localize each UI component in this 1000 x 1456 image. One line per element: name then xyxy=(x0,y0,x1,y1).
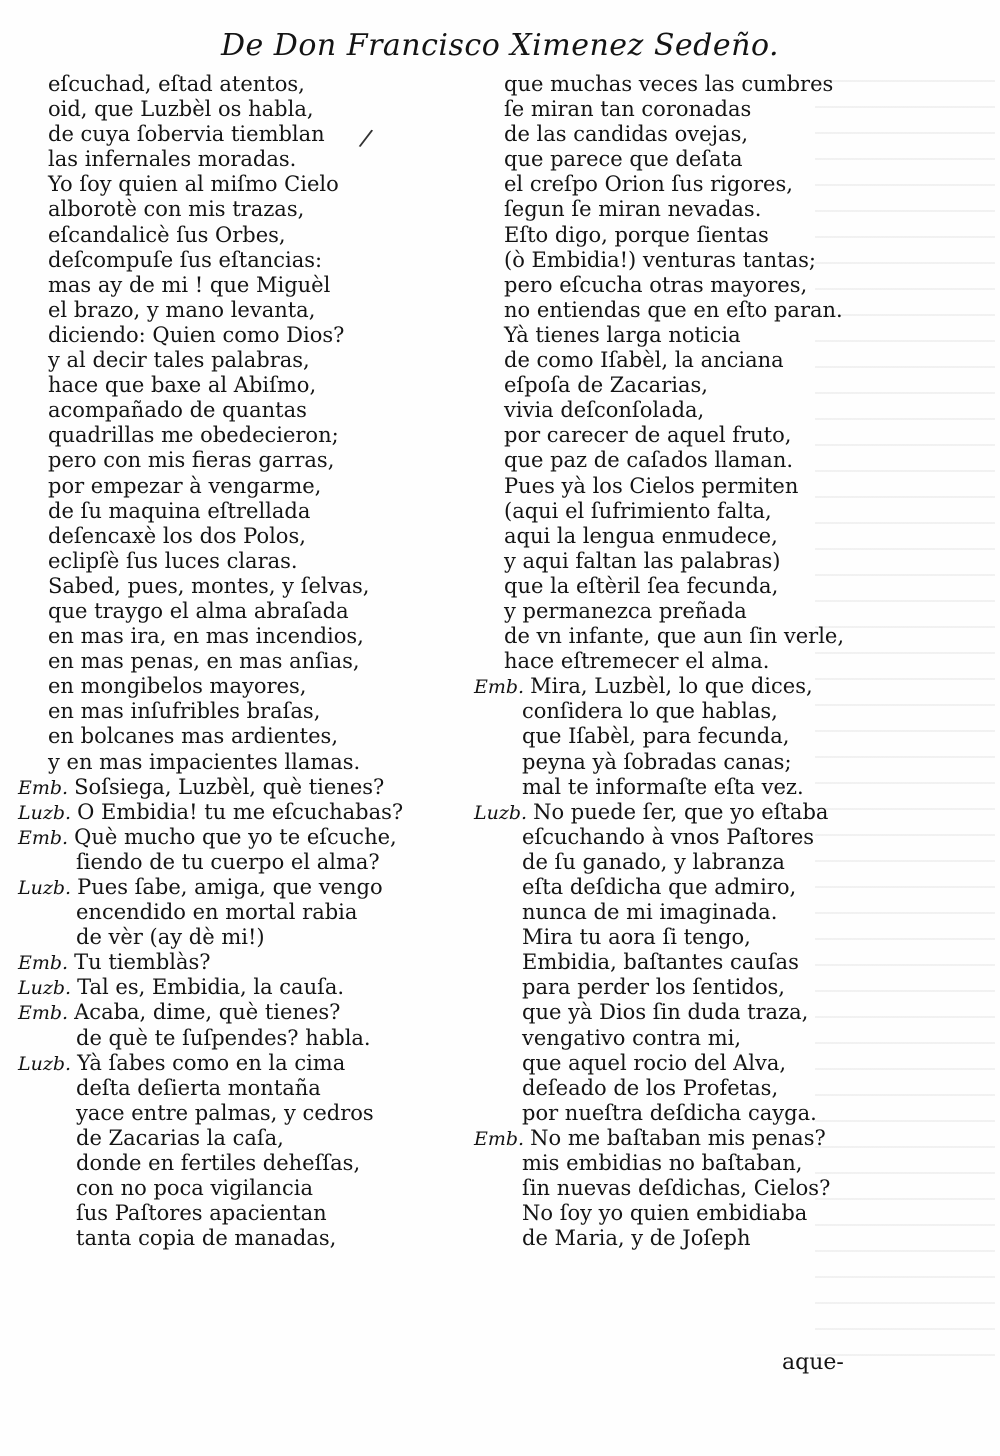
verse-line xyxy=(18,624,468,649)
speaker-label: Emb. xyxy=(474,1127,531,1150)
verse-line xyxy=(474,750,819,775)
verse-line xyxy=(18,975,468,1000)
verse-line xyxy=(474,197,819,222)
verse-text: que Iſabèl, para fecunda, xyxy=(522,724,790,749)
verse-text: y en mas impacientes llamas. xyxy=(48,749,361,774)
verse-text: en mongibelos mayores, xyxy=(48,674,307,699)
verse-line xyxy=(474,850,819,875)
verse-text: que traygo el alma abraſada xyxy=(48,598,349,623)
verse-line xyxy=(474,1226,819,1251)
verse-text: el creſpo Orion ſus rigores, xyxy=(504,172,793,197)
verse-line xyxy=(474,323,819,348)
verse-line xyxy=(18,750,468,775)
verse-line xyxy=(18,674,468,699)
verse-line xyxy=(474,1051,819,1076)
verse-text: diciendo: Quien como Dios? xyxy=(48,322,345,347)
verse-line xyxy=(18,474,468,499)
verse-line xyxy=(18,1026,468,1051)
verse-line xyxy=(18,373,468,398)
speaker-label: Luzb. xyxy=(474,801,534,824)
verse-text: No ſoy yo quien embidiaba xyxy=(522,1201,808,1226)
verse-text: de què te ſuſpendes? habla. xyxy=(76,1025,371,1050)
verse-text: No puede ſer, que yo eſtaba xyxy=(533,799,829,824)
verse-line xyxy=(474,72,834,97)
verse-line xyxy=(18,499,468,524)
verse-text: no entiendas que en eſto paran. xyxy=(504,297,843,322)
verse-line xyxy=(18,97,468,122)
verse-line xyxy=(18,273,468,298)
speaker-label: Emb. xyxy=(18,826,75,849)
verse-line xyxy=(18,699,468,724)
verse-text: de ſu maquina eſtrellada xyxy=(48,498,311,523)
verse-text: peyna yà ſobradas canas; xyxy=(522,749,792,774)
verse-text: Mira, Luzbèl, lo que dices, xyxy=(530,674,813,699)
verse-text: deſcompuſe ſus eſtancias: xyxy=(48,247,323,272)
verse-line xyxy=(18,524,468,549)
verse-text: las infernales moradas. xyxy=(48,147,297,172)
verse-text: O Embidia! tu me eſcuchabas? xyxy=(77,799,404,824)
verse-text: con no poca vigilancia xyxy=(76,1176,313,1201)
verse-line xyxy=(474,599,819,624)
verse-text: Yà ſabes como en la cima xyxy=(77,1050,346,1075)
verse-line xyxy=(18,1226,468,1251)
verse-text: eſcuchando à vnos Paſtores xyxy=(522,824,815,849)
verse-text: de cuya ſobervia tiemblan xyxy=(48,122,325,147)
verse-text: Mira tu aora ſi tengo, xyxy=(522,925,751,950)
verse-text: conſidera lo que hablas, xyxy=(522,699,778,724)
verse-line xyxy=(18,1051,468,1076)
verse-text: que parece que deſata xyxy=(504,147,743,172)
verse-line xyxy=(18,423,468,448)
verse-text: ſe miran tan coronadas xyxy=(504,97,752,122)
verse-line xyxy=(18,122,468,147)
verse-text: pero con mis fieras garras, xyxy=(48,448,335,473)
verse-line xyxy=(474,975,819,1000)
verse-line xyxy=(474,122,819,147)
verse-line xyxy=(18,1126,468,1151)
verse-line xyxy=(474,1125,826,1151)
verse-line xyxy=(474,373,819,398)
verse-text: el brazo, y mano levanta, xyxy=(48,297,316,322)
verse-text: eſcandalicè ſus Orbes, xyxy=(48,222,286,247)
catchword: aque- xyxy=(782,1350,844,1375)
verse-text: de vn infante, que aun ſin verle, xyxy=(504,624,845,649)
verse-text: que yà Dios ſin duda traza, xyxy=(522,1000,809,1025)
speaker-label: Luzb. xyxy=(18,801,78,824)
verse-line xyxy=(18,248,468,273)
verse-text: de Zacarias la caſa, xyxy=(76,1125,284,1150)
verse-line xyxy=(18,724,468,749)
verse-text: aqui la lengua enmudece, xyxy=(504,523,778,548)
verse-line xyxy=(18,448,468,473)
verse-text: mis embidias no baſtaban, xyxy=(522,1151,803,1176)
verse-line xyxy=(474,474,819,499)
speaker-label: Luzb. xyxy=(18,1052,78,1075)
verse-line xyxy=(474,1201,819,1226)
verse-text: Embidia, baſtantes cauſas xyxy=(522,950,799,975)
verse-text: deſencaxè los dos Polos, xyxy=(48,523,306,548)
page-header: De Don Francisco Ximenez Sedeño. xyxy=(220,28,780,63)
verse-line xyxy=(18,950,468,975)
verse-text: Acaba, dime, què tienes? xyxy=(74,1000,341,1025)
verse-text: Tu tiemblàs? xyxy=(74,950,211,975)
verse-line xyxy=(474,248,819,273)
verse-text: mas ay de mi ! que Miguèl xyxy=(48,272,331,297)
verse-text: alborotè con mis trazas, xyxy=(48,197,305,222)
verse-text: de ſu ganado, y labranza xyxy=(522,849,785,874)
verse-text: Tal es, Embidia, la cauſa. xyxy=(77,975,345,1000)
verse-line xyxy=(474,147,819,172)
verse-text: ſiendo de tu cuerpo el alma? xyxy=(76,849,380,874)
verse-line xyxy=(18,599,468,624)
speaker-label: Luzb. xyxy=(18,977,78,1000)
verse-text: por carecer de aquel fruto, xyxy=(504,423,792,448)
verse-line xyxy=(18,825,468,850)
verse-line xyxy=(474,799,829,825)
verse-text: ſin nuevas deſdichas, Cielos? xyxy=(522,1176,831,1201)
verse-text: eſcuchad, eſtad atentos, xyxy=(48,72,305,96)
verse-text: Pues ſabe, amiga, que vengo xyxy=(77,875,383,899)
verse-line xyxy=(474,825,819,850)
verse-line xyxy=(474,1000,819,1025)
verse-text: en bolcanes mas ardientes, xyxy=(48,724,338,749)
verse-line xyxy=(474,97,819,122)
verse-text: hace eſtremecer el alma. xyxy=(504,649,770,674)
verse-line xyxy=(474,724,819,749)
verse-text: encendido en mortal rabia xyxy=(76,900,358,925)
verse-line xyxy=(474,273,819,298)
verse-text: por empezar à vengarme, xyxy=(48,473,322,498)
verse-text: en mas inſufribles braſas, xyxy=(48,699,321,724)
verse-line xyxy=(474,448,819,473)
verse-text: de las candidas ovejas, xyxy=(504,122,749,147)
verse-text: eſpoſa de Zacarias, xyxy=(504,373,708,398)
verse-text: de Maria, y de Joſeph xyxy=(522,1226,751,1251)
verse-text: en mas ira, en mas incendios, xyxy=(48,624,364,649)
verse-text: oid, que Luzbèl os habla, xyxy=(48,97,314,122)
verse-line xyxy=(18,1151,468,1176)
verse-line xyxy=(474,549,819,574)
speaker-label: Emb. xyxy=(474,676,531,699)
verse-line xyxy=(474,348,819,373)
bleed-through-text xyxy=(815,60,995,1360)
verse-text: que muchas veces las cumbres xyxy=(504,72,834,96)
verse-line xyxy=(18,875,468,900)
verse-text: Yo ſoy quien al miſmo Cielo xyxy=(48,172,339,197)
verse-line xyxy=(18,850,468,875)
speaker-label: Emb. xyxy=(18,952,75,975)
verse-line xyxy=(474,624,845,649)
verse-line xyxy=(18,900,468,925)
verse-line xyxy=(474,223,819,248)
verse-line xyxy=(18,172,468,197)
left-column xyxy=(18,72,468,1251)
verse-text: deſeado de los Profetas, xyxy=(522,1075,779,1100)
verse-line xyxy=(18,197,468,222)
verse-line xyxy=(474,1176,831,1201)
verse-text: quadrillas me obedecieron; xyxy=(48,423,339,448)
verse-text: que la eſtèril ſea fecunda, xyxy=(504,573,779,598)
verse-text: Què mucho que yo te eſcuche, xyxy=(74,824,397,849)
verse-line xyxy=(474,172,819,197)
verse-text: mal te informaſte eſta vez. xyxy=(522,774,804,799)
right-column xyxy=(474,72,845,1251)
verse-text: eſta deſdicha que admiro, xyxy=(522,875,797,899)
verse-text: Eſto digo, porque ſientas xyxy=(504,222,769,247)
verse-text: por nueſtra deſdicha cayga. xyxy=(522,1100,817,1125)
verse-line xyxy=(18,775,468,800)
verse-text: eclipſè ſus luces claras. xyxy=(48,548,298,573)
verse-line xyxy=(474,297,843,323)
verse-line xyxy=(474,398,819,423)
verse-text: de vèr (ay dè mi!) xyxy=(76,925,265,950)
verse-line xyxy=(18,1076,468,1101)
verse-line xyxy=(18,398,468,423)
verse-line xyxy=(474,674,819,699)
verse-text: ſus Paſtores apacientan xyxy=(76,1201,327,1226)
verse-text: (ò Embidia!) venturas tantas; xyxy=(504,247,816,272)
verse-text: deſta deſierta montaña xyxy=(76,1075,321,1100)
verse-text: nunca de mi imaginada. xyxy=(522,900,778,925)
speaker-label: Luzb. xyxy=(18,877,78,899)
verse-text: que paz de caſados llaman. xyxy=(504,448,794,473)
verse-text: (aqui el ſufrimiento falta, xyxy=(504,498,772,523)
verse-line xyxy=(18,323,468,348)
verse-line xyxy=(18,147,468,172)
verse-text: Pues yà los Cielos permiten xyxy=(504,473,799,498)
verse-line xyxy=(474,524,819,549)
verse-text: ſegun ſe miran nevadas. xyxy=(504,197,762,222)
verse-line xyxy=(474,925,819,950)
verse-line xyxy=(18,223,468,248)
verse-line xyxy=(18,649,468,674)
verse-line xyxy=(474,1151,819,1176)
verse-line xyxy=(474,499,819,524)
verse-line xyxy=(474,649,819,674)
verse-line xyxy=(474,699,819,724)
verse-line xyxy=(474,950,819,975)
verse-line xyxy=(474,900,819,925)
verse-line xyxy=(18,298,468,323)
verse-text: pero eſcucha otras mayores, xyxy=(504,272,808,297)
verse-text: en mas penas, en mas anſias, xyxy=(48,649,360,674)
verse-line xyxy=(18,1201,468,1226)
verse-line xyxy=(18,800,468,825)
verse-line xyxy=(474,875,819,900)
verse-line xyxy=(18,1176,468,1201)
verse-text: Sabed, pues, montes, y ſelvas, xyxy=(48,573,370,598)
ink-mark: / xyxy=(357,123,375,153)
verse-text: No me baſtaban mis penas? xyxy=(530,1125,826,1150)
verse-text: vivia deſconſolada, xyxy=(504,398,705,423)
speaker-label: Emb. xyxy=(18,776,75,799)
verse-line xyxy=(18,348,468,373)
verse-text: para perder los ſentidos, xyxy=(522,975,785,1000)
verse-line xyxy=(474,574,819,599)
verse-text: que aquel rocio del Alva, xyxy=(522,1050,787,1075)
verse-text: Yà tienes larga noticia xyxy=(504,322,741,347)
verse-text: y permanezca preñada xyxy=(504,598,747,623)
verse-text: yace entre palmas, y cedros xyxy=(76,1100,374,1125)
verse-text: acompañado de quantas xyxy=(48,398,307,423)
verse-line xyxy=(474,775,819,800)
verse-line xyxy=(474,1076,819,1101)
verse-text: y al decir tales palabras, xyxy=(48,348,310,373)
verse-text: donde en fertiles deheſſas, xyxy=(76,1151,361,1176)
verse-line xyxy=(18,925,468,950)
verse-text: y aqui faltan las palabras) xyxy=(504,548,781,573)
speaker-label: Emb. xyxy=(18,1002,75,1025)
verse-text: tanta copia de manadas, xyxy=(76,1226,337,1251)
verse-line xyxy=(474,1101,819,1126)
verse-line xyxy=(18,72,468,97)
verse-text: Soſsiega, Luzbèl, què tienes? xyxy=(74,774,385,799)
verse-line xyxy=(18,574,468,599)
verse-text: hace que baxe al Abiſmo, xyxy=(48,373,317,398)
verse-line xyxy=(474,423,819,448)
verse-line xyxy=(474,1026,819,1051)
verse-text: de como Iſabèl, la anciana xyxy=(504,348,784,373)
verse-line xyxy=(18,549,468,574)
verse-line xyxy=(18,1000,468,1025)
verse-text: vengativo contra mi, xyxy=(522,1025,742,1050)
verse-line xyxy=(18,1101,468,1126)
